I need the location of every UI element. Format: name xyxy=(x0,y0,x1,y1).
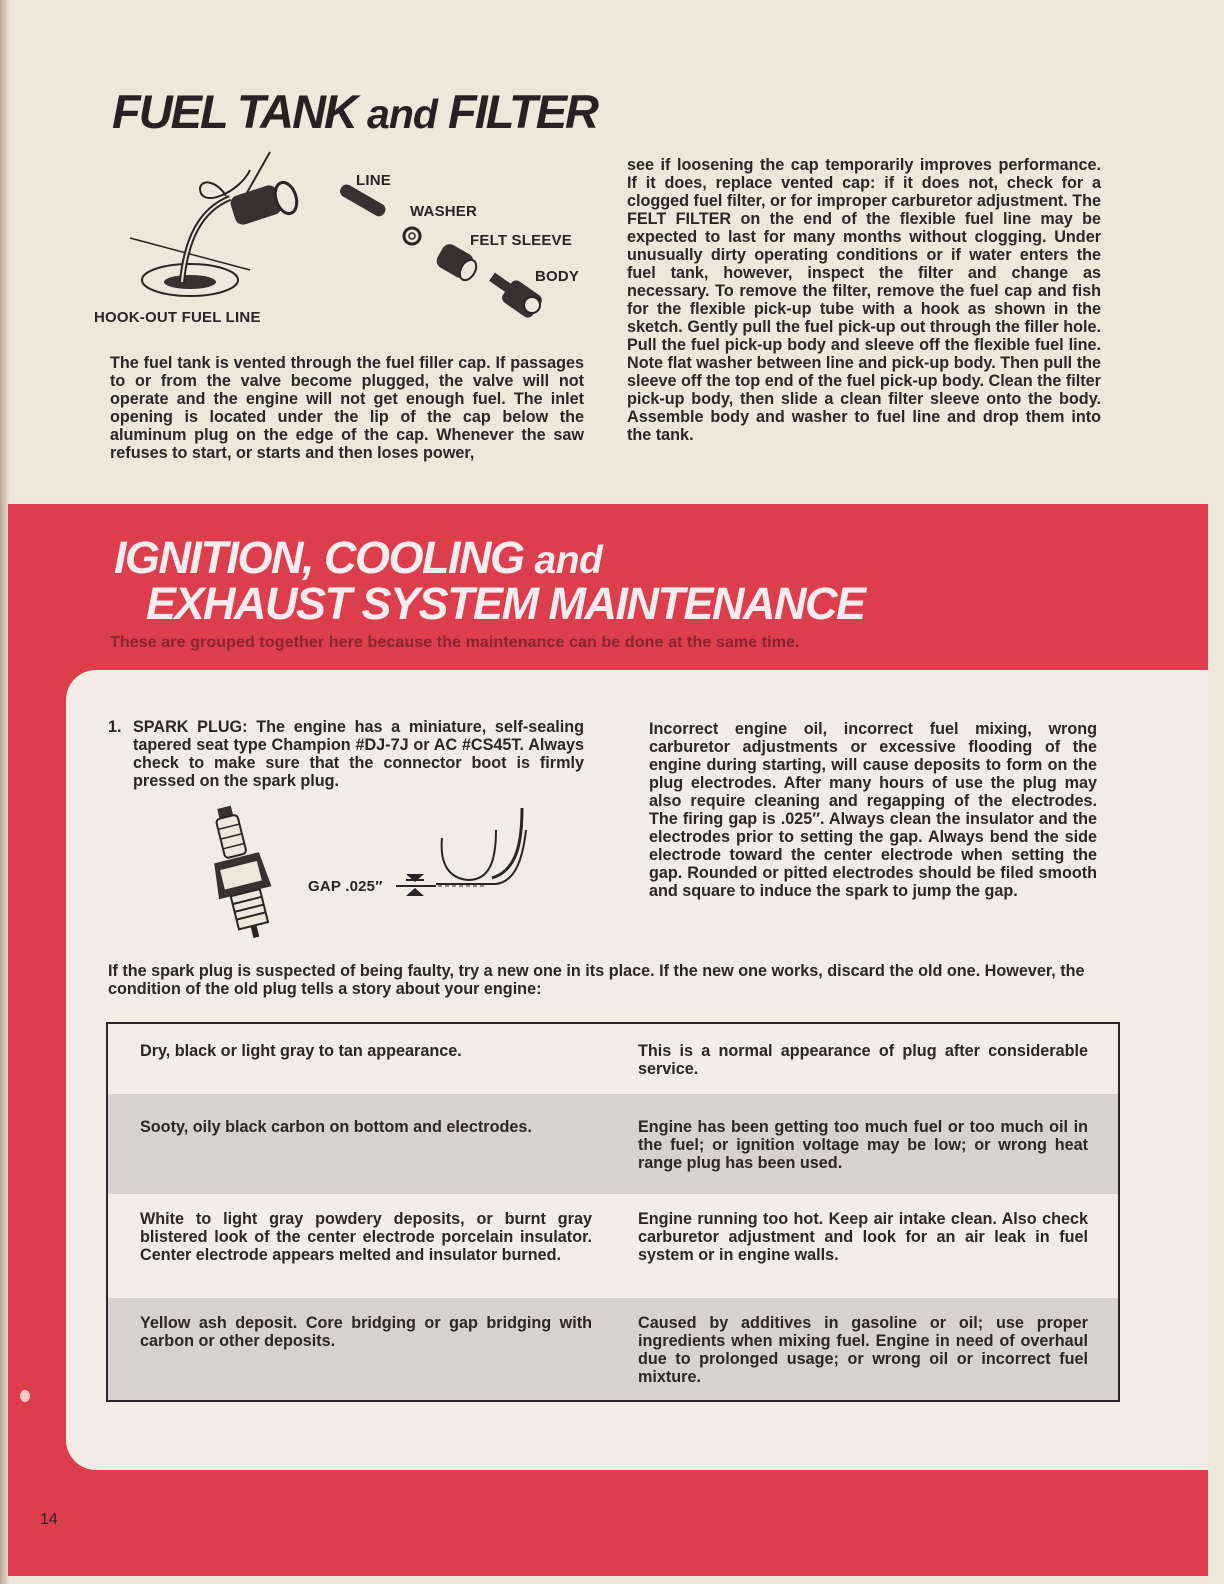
spark-plug-item xyxy=(108,718,584,790)
spark-plug-paragraph-right: Incorrect engine oil, incorrect fuel mixing, wrong carburetor adjustments or excessive flooding of the engine during starting, will cause deposits to form on the plug electrodes. After many hours of use the plug may also require cleaning and regapping of the electrodes. The firing gap is .025″. Always clean the insulator and the electrodes prior to setting the gap. Always bend the side electrode toward the center electrode when setting the gap. Rounded or pitted electrodes should be filed smooth and square to induce the spark to jump the gap. xyxy=(649,720,1097,900)
spark-plug-text: SPARK PLUG: The engine has a miniature, self-sealing tapered seat type Champion #DJ-7J or AC #CS45T. Always check to make sure that the connector boot is firmly pressed on the spark plug. xyxy=(133,718,584,790)
fuel-title-main: FUEL TANK xyxy=(112,85,356,138)
ignition-title-line1-text: IGNITION, COOLING xyxy=(114,532,524,583)
ignition-title-and: and xyxy=(534,539,603,582)
ignition-title-line2: EXHAUST SYSTEM MAINTENANCE xyxy=(146,578,865,629)
label-felt-sleeve: FELT SLEEVE xyxy=(470,232,572,249)
fuel-paragraph-right: see if loosening the cap temporarily improves performance. If it does, replace vented cap: if it does not, check for a clogged fuel filter, or for improper carburetor adjustment. The FELT FILTER on the end of the flexible fuel line may be expected to last for many months without clogging. Under unusually dirty operating conditions or if water enters the fuel tank, however, inspect the filter and change as necessary. To remove the filter, remove the fuel cap and fish for the flexible pick-up tube with a hook as shown in the sketch. Gently pull the fuel pick-up out through the filler hole. Pull the fuel pick-up body and sleeve off the flexible fuel line. Note flat washer between line and pick-up body. Then pull the sleeve off the top end of the fuel pick-up body. Clean the filter pick-up body, then slide a clean filter sleeve onto the body. Assemble body and washer to fuel line and drop them into the tank. xyxy=(627,156,1101,444)
page-number: 14 xyxy=(40,1511,58,1528)
condition-cell: White to light gray powdery deposits, or burnt gray blistered look of the center electrode porcelain insulator. Center electrode appears melted and insulator burned. xyxy=(140,1210,592,1264)
meaning-cell: Engine has been getting too much fuel or too much oil in the fuel; or ignition voltage may be low; or wrong heat range plug has been used. xyxy=(638,1118,1088,1172)
ignition-subtitle: These are grouped together here because the maintenance can be done at the same time. xyxy=(110,634,800,651)
meaning-cell: Caused by additives in gasoline or oil; use proper ingredients when mixing fuel. Engine in need of overhaul due to prolonged usage; or wrong oil or incorrect fuel mixture. xyxy=(638,1314,1088,1386)
plug-condition-table xyxy=(106,1022,1120,1402)
binder-hole xyxy=(20,1390,30,1402)
spark-plug-illustration xyxy=(196,800,556,950)
meaning-cell: This is a normal appearance of plug after considerable service. xyxy=(638,1042,1088,1078)
fuel-title-end: FILTER xyxy=(448,85,597,138)
condition-cell: Yellow ash deposit. Core bridging or gap bridging with carbon or other deposits. xyxy=(140,1314,592,1350)
condition-cell: Sooty, oily black carbon on bottom and electrodes. xyxy=(140,1118,532,1136)
gap-arrow-up xyxy=(406,888,424,896)
table-row xyxy=(108,1298,1118,1400)
condition-cell: Dry, black or light gray to tan appearance. xyxy=(140,1042,462,1060)
electrode-curve xyxy=(442,830,496,880)
fuel-title-and: and xyxy=(367,91,437,137)
spark-plug-number: 1. xyxy=(108,718,122,736)
fuel-paragraph-left: The fuel tank is vented through the fuel filler cap. If passages to or from the valve become plugged, the valve will not operate and the engine will not get enough fuel. The inlet opening is located under the lip of the cap below the aluminum plug on the edge of the cap. Whenever the saw refuses to start, or starts and then loses power, xyxy=(110,354,584,462)
tank-hole-shape xyxy=(164,275,216,289)
table-row xyxy=(108,1094,1118,1194)
label-washer: WASHER xyxy=(410,203,478,220)
washer-part xyxy=(404,228,420,244)
fuel-filter-diagram xyxy=(90,150,610,340)
label-hook-out-fuel-line: HOOK-OUT FUEL LINE xyxy=(94,309,261,326)
label-body: BODY xyxy=(535,268,580,285)
label-line: LINE xyxy=(356,172,391,189)
table-row xyxy=(108,1024,1118,1094)
fuel-section-title xyxy=(112,84,597,139)
plug-condition-intro: If the spark plug is suspected of being faulty, try a new one in its place. If the new one works, discard the old one. However, the condition of the old plug tells a story about your engine: xyxy=(108,962,1085,998)
gap-label: GAP .025″ xyxy=(308,878,383,895)
meaning-cell: Engine running too hot. Keep air intake clean. Also check carburetor adjustment and look for an air leak in fuel system or in engine walls. xyxy=(638,1210,1088,1264)
spark-plug-shape xyxy=(198,801,283,944)
table-row xyxy=(108,1194,1118,1298)
fuel-line-tube xyxy=(182,198,230,282)
spark-plug-diagram xyxy=(196,800,556,950)
ignition-title-line1 xyxy=(114,532,602,584)
